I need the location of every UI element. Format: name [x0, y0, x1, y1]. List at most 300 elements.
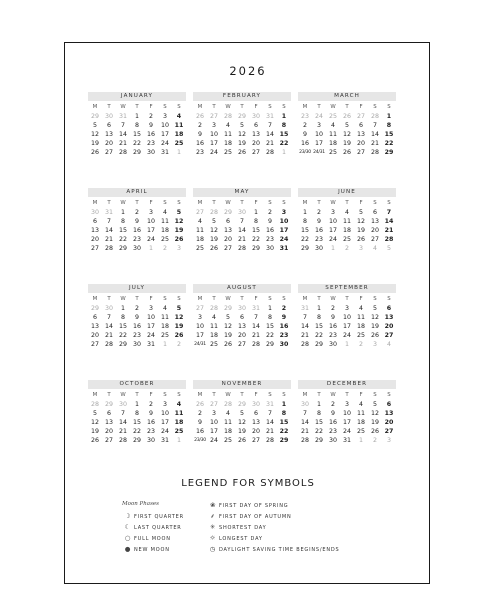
day-cell: 15 — [132, 419, 141, 426]
weekday-label: F — [254, 392, 258, 398]
legend-item — [207, 534, 263, 543]
day-cell: 29 — [384, 149, 394, 156]
day-cell: 12 — [356, 218, 365, 225]
day-cell: 19 — [237, 140, 246, 147]
day-cell: 19 — [223, 332, 232, 339]
day-cell: 9 — [316, 218, 321, 225]
day-cell: 4 — [162, 209, 167, 216]
weekday-label: T — [135, 296, 139, 302]
weekday-label: W — [120, 392, 126, 398]
day-cell: 14 — [384, 218, 394, 225]
day-cell: 13 — [384, 314, 394, 321]
day-cell: 12 — [342, 131, 351, 138]
day-cell: 25 — [223, 149, 232, 156]
weekday-header — [298, 199, 396, 208]
day-cell: 17 — [160, 131, 169, 138]
day-cell: 9 — [330, 314, 335, 321]
day-cell: 7 — [239, 218, 244, 225]
day-cell: 15 — [118, 227, 127, 234]
weekday-label: S — [177, 200, 181, 206]
day-cell: 8 — [302, 218, 307, 225]
adjacent-month-day: 28 — [209, 305, 218, 312]
day-cell: 1 — [120, 305, 125, 312]
week-row — [193, 121, 291, 130]
day-cell: 20 — [104, 428, 113, 435]
week-row — [193, 313, 291, 322]
adjacent-month-day: 2 — [358, 341, 363, 348]
legend-item — [207, 523, 266, 532]
adjacent-month-day: 26 — [342, 113, 351, 120]
day-cell: 10 — [279, 218, 289, 225]
day-cell: 22 — [132, 428, 141, 435]
week-row — [298, 418, 396, 427]
day-cell: 14 — [237, 227, 246, 234]
month-september — [298, 284, 396, 349]
day-cell: 30 — [328, 437, 337, 444]
legend-label: LONGEST DAY — [219, 536, 263, 542]
day-cell: 11 — [342, 218, 351, 225]
day-cell: 22 — [132, 140, 141, 147]
day-cell: 14 — [300, 419, 309, 426]
month-name: JULY — [88, 284, 186, 293]
adjacent-month-day: 30 — [104, 113, 113, 120]
adjacent-month-day: 27 — [209, 401, 218, 408]
day-cell: 3 — [162, 401, 167, 408]
day-cell: 12 — [237, 419, 246, 426]
weekday-label: M — [92, 200, 98, 206]
day-cell: 11 — [223, 419, 232, 426]
day-cell: 20 — [251, 140, 260, 147]
day-cell: 17 — [160, 419, 169, 426]
day-cell: 17 — [314, 140, 323, 147]
day-cell: 9 — [267, 218, 272, 225]
day-cell: 16 — [314, 227, 323, 234]
month-december — [298, 380, 396, 445]
day-cell: 18 — [356, 419, 365, 426]
week-row — [88, 331, 186, 340]
month-name: OCTOBER — [88, 380, 186, 389]
day-cell: 2 — [134, 209, 139, 216]
day-cell: 14 — [370, 131, 379, 138]
month-name: AUGUST — [193, 284, 291, 293]
day-cell: 4 — [176, 401, 182, 408]
weekday-label: W — [330, 392, 336, 398]
week-row — [88, 217, 186, 226]
weekday-label: S — [373, 296, 377, 302]
day-cell: 7 — [267, 122, 272, 129]
day-cell: 20 — [90, 332, 99, 339]
day-cell: 22 — [118, 332, 127, 339]
month-name: APRIL — [88, 188, 186, 197]
weekday-label: T — [107, 104, 111, 110]
day-cell: 15 — [279, 131, 289, 138]
day-cell: 24/31 — [194, 342, 206, 347]
month-name: SEPTEMBER — [298, 284, 396, 293]
day-cell: 23 — [132, 332, 141, 339]
weekday-label: S — [163, 296, 167, 302]
day-cell: 8 — [134, 410, 139, 417]
day-cell: 21 — [118, 140, 127, 147]
adjacent-month-day: 27 — [356, 113, 365, 120]
adjacent-month-day: 29 — [90, 113, 99, 120]
day-cell: 8 — [120, 218, 125, 225]
day-cell: 28 — [104, 245, 113, 252]
day-cell: 22 — [265, 332, 274, 339]
day-cell: 11 — [328, 131, 337, 138]
week-row — [298, 427, 396, 436]
day-cell: 14 — [118, 131, 127, 138]
weekday-label: S — [387, 296, 391, 302]
day-cell: 28 — [118, 437, 127, 444]
day-cell: 26 — [209, 245, 218, 252]
day-cell: 25 — [160, 236, 169, 243]
day-cell: 24 — [342, 332, 351, 339]
legend-item — [207, 501, 288, 510]
weekday-label: T — [317, 392, 321, 398]
day-cell: 27 — [90, 341, 99, 348]
day-cell: 5 — [176, 305, 182, 312]
day-cell: 24 — [209, 149, 218, 156]
week-row — [193, 322, 291, 331]
snowflake-icon: ✳ — [209, 523, 217, 531]
weekday-label: S — [387, 200, 391, 206]
day-cell: 21 — [118, 428, 127, 435]
week-row — [88, 112, 186, 121]
day-cell: 3 — [211, 122, 216, 129]
day-cell: 14 — [265, 131, 274, 138]
day-cell: 16 — [300, 140, 309, 147]
day-cell: 24/31 — [313, 150, 325, 155]
day-cell: 29 — [118, 245, 127, 252]
day-cell: 19 — [209, 236, 218, 243]
day-cell: 19 — [174, 323, 184, 330]
day-cell: 4 — [197, 218, 202, 225]
week-row — [88, 244, 186, 253]
adjacent-month-day: 4 — [386, 341, 391, 348]
day-cell: 7 — [106, 314, 111, 321]
day-cell: 15 — [279, 419, 289, 426]
weekday-label: T — [107, 296, 111, 302]
legend-item — [122, 534, 171, 543]
weekday-label: T — [212, 104, 216, 110]
day-cell: 17 — [209, 428, 218, 435]
legend-item — [122, 523, 182, 532]
day-cell: 3 — [281, 209, 287, 216]
day-cell: 31 — [342, 437, 351, 444]
day-cell: 21 — [265, 428, 274, 435]
adjacent-month-day: 2 — [176, 341, 181, 348]
weekday-label: M — [92, 296, 98, 302]
day-cell: 18 — [356, 323, 365, 330]
adjacent-month-day: 5 — [386, 245, 391, 252]
week-row — [298, 340, 396, 349]
day-cell: 16 — [279, 323, 289, 330]
weekday-label: S — [373, 104, 377, 110]
day-cell: 6 — [92, 314, 97, 321]
day-cell: 7 — [253, 314, 258, 321]
day-cell: 1 — [281, 113, 287, 120]
weekday-label: T — [107, 392, 111, 398]
day-cell: 23 — [132, 236, 141, 243]
day-cell: 9 — [197, 131, 202, 138]
day-cell: 26 — [237, 149, 246, 156]
week-row — [88, 208, 186, 217]
adjacent-month-day: 27 — [195, 305, 204, 312]
day-cell: 23 — [279, 332, 289, 339]
day-cell: 12 — [223, 323, 232, 330]
weekday-label: F — [254, 200, 258, 206]
adjacent-month-day: 27 — [209, 113, 218, 120]
day-cell: 25 — [223, 437, 232, 444]
weekday-label: S — [282, 392, 286, 398]
day-cell: 10 — [209, 131, 218, 138]
day-cell: 29 — [251, 245, 260, 252]
day-cell: 26 — [342, 149, 351, 156]
day-cell: 3 — [197, 314, 202, 321]
legend-label: FIRST QUARTER — [134, 514, 184, 520]
day-cell: 15 — [251, 227, 260, 234]
day-cell: 11 — [174, 122, 184, 129]
day-cell: 7 — [106, 218, 111, 225]
adjacent-month-day: 1 — [148, 245, 153, 252]
day-cell: 6 — [239, 314, 244, 321]
day-cell: 20 — [384, 323, 394, 330]
day-cell: 10 — [328, 218, 337, 225]
weekday-label: F — [149, 104, 153, 110]
day-cell: 4 — [344, 209, 349, 216]
day-cell: 1 — [281, 401, 287, 408]
week-row — [193, 235, 291, 244]
weekday-label: F — [149, 392, 153, 398]
adjacent-month-day: 1 — [281, 149, 286, 156]
day-cell: 21 — [265, 140, 274, 147]
day-cell: 12 — [90, 131, 99, 138]
day-cell: 30 — [328, 341, 337, 348]
day-cell: 12 — [370, 410, 379, 417]
day-cell: 13 — [223, 227, 232, 234]
day-cell: 14 — [118, 419, 127, 426]
day-cell: 9 — [281, 314, 287, 321]
day-cell: 17 — [195, 332, 204, 339]
day-cell: 20 — [90, 236, 99, 243]
weekday-label: S — [268, 200, 272, 206]
legend-label: DAYLIGHT SAVING TIME BEGINS/ENDS — [219, 547, 340, 553]
autumn-leaf-icon: ⸙ — [210, 512, 216, 520]
day-cell: 21 — [237, 236, 246, 243]
weekday-label: M — [92, 104, 98, 110]
day-cell: 26 — [90, 149, 99, 156]
day-cell: 4 — [330, 122, 335, 129]
day-cell: 7 — [120, 410, 125, 417]
month-july — [88, 284, 186, 349]
day-cell: 11 — [356, 314, 365, 321]
day-cell: 29 — [265, 341, 274, 348]
day-cell: 4 — [162, 305, 167, 312]
weekday-label: T — [107, 200, 111, 206]
day-cell: 24 — [160, 428, 169, 435]
adjacent-month-day: 3 — [176, 245, 181, 252]
weekday-label: T — [240, 296, 244, 302]
day-cell: 11 — [209, 323, 218, 330]
legend-label: LAST QUARTER — [134, 525, 182, 531]
day-cell: 9 — [302, 131, 307, 138]
day-cell: 26 — [370, 428, 379, 435]
day-cell: 14 — [104, 227, 113, 234]
weekday-header — [193, 199, 291, 208]
day-cell: 19 — [90, 140, 99, 147]
day-cell: 2 — [148, 401, 153, 408]
day-cell: 27 — [104, 437, 113, 444]
week-row — [88, 409, 186, 418]
day-cell: 10 — [209, 419, 218, 426]
week-row — [298, 313, 396, 322]
day-cell: 18 — [342, 227, 351, 234]
weekday-label: S — [387, 104, 391, 110]
day-cell: 29 — [118, 341, 127, 348]
day-cell: 4 — [211, 314, 216, 321]
day-cell: 30 — [146, 437, 155, 444]
week-row — [298, 112, 396, 121]
week-row — [193, 130, 291, 139]
weekday-label: S — [163, 104, 167, 110]
weekday-label: M — [302, 392, 308, 398]
day-cell: 24 — [342, 428, 351, 435]
day-cell: 2 — [148, 113, 153, 120]
day-cell: 19 — [342, 140, 351, 147]
day-cell: 7 — [372, 122, 377, 129]
adjacent-month-day: 30 — [251, 401, 260, 408]
day-cell: 7 — [302, 410, 307, 417]
weekday-label: M — [197, 392, 203, 398]
weekday-label: T — [212, 296, 216, 302]
day-cell: 2 — [134, 305, 139, 312]
day-cell: 28 — [300, 341, 309, 348]
adjacent-month-day: 31 — [118, 113, 127, 120]
day-cell: 9 — [134, 314, 139, 321]
day-cell: 3 — [330, 209, 335, 216]
weekday-label: S — [373, 392, 377, 398]
day-cell: 8 — [281, 122, 287, 129]
weekday-label: T — [135, 392, 139, 398]
weekday-header — [88, 199, 186, 208]
adjacent-month-day: 31 — [104, 209, 113, 216]
weekday-label: F — [359, 104, 363, 110]
weekday-label: S — [387, 392, 391, 398]
week-row — [193, 226, 291, 235]
day-cell: 3 — [344, 305, 349, 312]
weekday-label: W — [330, 200, 336, 206]
day-cell: 23 — [146, 428, 155, 435]
adjacent-month-day: 28 — [209, 209, 218, 216]
adjacent-month-day: 29 — [90, 305, 99, 312]
day-cell: 5 — [344, 122, 349, 129]
adjacent-month-day: 2 — [344, 245, 349, 252]
day-cell: 26 — [90, 437, 99, 444]
day-cell: 3 — [211, 410, 216, 417]
day-cell: 25 — [328, 149, 337, 156]
day-cell: 9 — [197, 419, 202, 426]
adjacent-month-day: 3 — [386, 437, 391, 444]
week-row — [193, 418, 291, 427]
week-row — [193, 409, 291, 418]
weekday-label: S — [163, 200, 167, 206]
day-cell: 12 — [90, 419, 99, 426]
day-cell: 4 — [225, 410, 230, 417]
day-cell: 15 — [314, 419, 323, 426]
day-cell: 22 — [314, 332, 323, 339]
weekday-label: F — [149, 296, 153, 302]
day-cell: 6 — [92, 218, 97, 225]
weekday-label: W — [330, 104, 336, 110]
day-cell: 28 — [384, 236, 394, 243]
week-row — [298, 235, 396, 244]
week-row — [88, 340, 186, 349]
weekday-header — [298, 391, 396, 400]
day-cell: 16 — [195, 428, 204, 435]
day-cell: 1 — [267, 305, 272, 312]
weekday-label: F — [254, 296, 258, 302]
day-cell: 8 — [316, 314, 321, 321]
day-cell: 10 — [342, 410, 351, 417]
day-cell: 1 — [120, 209, 125, 216]
day-cell: 18 — [160, 323, 169, 330]
day-cell: 17 — [146, 227, 155, 234]
day-cell: 30 — [279, 341, 289, 348]
weekday-label: W — [120, 104, 126, 110]
day-cell: 6 — [225, 218, 230, 225]
day-cell: 28 — [265, 437, 274, 444]
day-cell: 8 — [267, 314, 272, 321]
day-cell: 3 — [316, 122, 321, 129]
week-row — [193, 400, 291, 409]
legend-label: NEW MOON — [134, 547, 170, 553]
week-row — [298, 139, 396, 148]
day-cell: 13 — [356, 131, 365, 138]
day-cell: 19 — [370, 419, 379, 426]
day-cell: 18 — [223, 428, 232, 435]
week-row — [88, 400, 186, 409]
adjacent-month-day: 31 — [265, 113, 274, 120]
day-cell: 1 — [386, 113, 392, 120]
month-november — [193, 380, 291, 445]
day-cell: 12 — [209, 227, 218, 234]
day-cell: 22 — [314, 428, 323, 435]
day-cell: 6 — [106, 410, 111, 417]
weekday-label: W — [225, 392, 231, 398]
week-row — [88, 322, 186, 331]
day-cell: 14 — [300, 323, 309, 330]
week-row — [88, 121, 186, 130]
day-cell: 17 — [146, 323, 155, 330]
day-cell: 13 — [90, 227, 99, 234]
weekday-header — [193, 103, 291, 112]
legend-label: SHORTEST DAY — [219, 525, 267, 531]
day-cell: 11 — [174, 410, 184, 417]
day-cell: 17 — [209, 140, 218, 147]
day-cell: 29 — [300, 245, 309, 252]
day-cell: 20 — [223, 236, 232, 243]
adjacent-month-day: 29 — [104, 401, 113, 408]
sun-icon: ☼ — [209, 534, 217, 542]
weekday-label: F — [359, 200, 363, 206]
weekday-label: T — [135, 104, 139, 110]
day-cell: 5 — [372, 305, 377, 312]
week-row — [88, 226, 186, 235]
day-cell: 16 — [132, 323, 141, 330]
day-cell: 2 — [197, 122, 202, 129]
weekday-header — [88, 103, 186, 112]
day-cell: 24 — [328, 236, 337, 243]
